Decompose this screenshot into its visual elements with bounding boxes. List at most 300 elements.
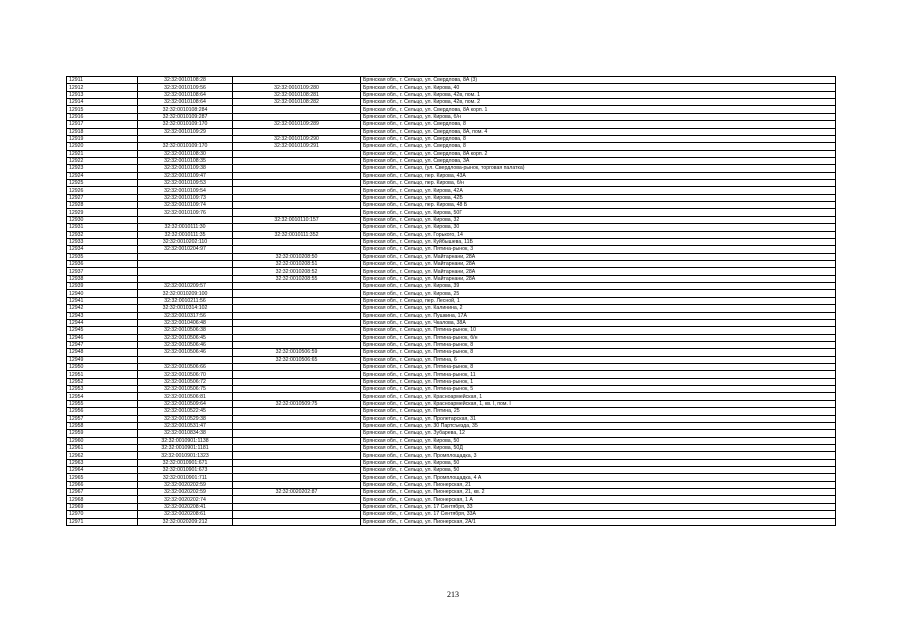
table-row: [67, 238, 836, 245]
object-number-cell: 32:32:0010109:290: [233, 135, 361, 142]
address-cell: Брянская обл., г. Сельцо, ул. Кирова, 50Г: [361, 209, 836, 216]
table-row: [67, 113, 836, 120]
object-number-cell: [233, 77, 361, 84]
row-number-cell: 12911: [67, 77, 138, 84]
cadastral-number-cell: [138, 216, 233, 223]
cadastral-number-cell: 32:32:0010406:48: [138, 319, 233, 326]
row-number-cell: 12966: [67, 481, 138, 488]
table-row: [67, 334, 836, 341]
address-cell: Брянская обл., г. Сельцо, пер. Кирова, 48 Б: [361, 202, 836, 209]
object-number-cell: [233, 378, 361, 385]
row-number-cell: 12921: [67, 150, 138, 157]
object-number-cell: [233, 408, 361, 415]
row-number-cell: 12956: [67, 408, 138, 415]
address-cell: Брянская обл., г. Сельцо, ул. Свердлова, 8: [361, 121, 836, 128]
object-number-cell: 32:32:0010509:75: [233, 400, 361, 407]
table-row: [67, 143, 836, 150]
object-number-cell: [233, 312, 361, 319]
row-number-cell: 12941: [67, 297, 138, 304]
row-number-cell: 12942: [67, 305, 138, 312]
row-number-cell: 12958: [67, 422, 138, 429]
cadastral-number-cell: 32:32:0010204:97: [138, 246, 233, 253]
row-number-cell: 12967: [67, 489, 138, 496]
object-number-cell: 32:32:0010111:352: [233, 231, 361, 238]
object-number-cell: 32:32:0010108:281: [233, 91, 361, 98]
table-row: [67, 518, 836, 525]
cadastral-number-cell: 32:32:0010109:73: [138, 194, 233, 201]
table-row: [67, 489, 836, 496]
address-cell: Брянская обл., г. Сельцо, ул. Пятина-рынок, 10: [361, 327, 836, 334]
table-row: [67, 341, 836, 348]
cadastral-number-cell: 32:32:0010108:64: [138, 91, 233, 98]
cadastral-number-cell: 32:32:0010901:673: [138, 467, 233, 474]
cadastral-number-cell: 32:32:0010506:46: [138, 349, 233, 356]
table-row: [67, 84, 836, 91]
cadastral-number-cell: 32:32:0010834:38: [138, 430, 233, 437]
address-cell: Брянская обл., г. Сельцо, ул. Кирова, 42в, пом. 1: [361, 91, 836, 98]
cadastral-number-cell: 32:32:0020208:41: [138, 503, 233, 510]
cadastral-number-cell: 32:32:0010108:64: [138, 99, 233, 106]
cadastral-number-cell: 32:32:0010506:72: [138, 378, 233, 385]
table-row: [67, 128, 836, 135]
object-number-cell: [233, 194, 361, 201]
object-number-cell: 32:32:0010108:282: [233, 99, 361, 106]
object-number-cell: [233, 113, 361, 120]
table-row: [67, 172, 836, 179]
row-number-cell: 12953: [67, 386, 138, 393]
row-number-cell: 12933: [67, 238, 138, 245]
table-row: [67, 371, 836, 378]
object-number-cell: [233, 150, 361, 157]
row-number-cell: 12930: [67, 216, 138, 223]
table-row: [67, 511, 836, 518]
row-number-cell: 12962: [67, 452, 138, 459]
table-row: [67, 393, 836, 400]
table-row: [67, 415, 836, 422]
object-number-cell: [233, 444, 361, 451]
row-number-cell: 12940: [67, 290, 138, 297]
table-row: [67, 467, 836, 474]
cadastral-number-cell: [138, 260, 233, 267]
object-number-cell: [233, 364, 361, 371]
address-cell: Брянская обл., г. Сельцо, ул. Майтарнани, 28А: [361, 275, 836, 282]
object-number-cell: [233, 496, 361, 503]
table-row: [67, 283, 836, 290]
address-cell: Брянская обл., г. Сельцо, ул. Пионерская, 21: [361, 481, 836, 488]
address-cell: Брянская обл., г. Сельцо, ул. Пятина-рынок, 5: [361, 386, 836, 393]
row-number-cell: 12936: [67, 260, 138, 267]
address-cell: Брянская обл., г. Сельцо, ул. Пятина-рынок, 3: [361, 246, 836, 253]
row-number-cell: 12919: [67, 135, 138, 142]
cadastral-number-cell: 32:32:0010109:170: [138, 121, 233, 128]
cadastral-number-cell: [138, 356, 233, 363]
address-cell: Брянская обл., г. Сельцо, ул. Кирова, 32: [361, 216, 836, 223]
address-cell: Брянская обл., г. Сельцо, ул. Пятина, 25: [361, 408, 836, 415]
object-number-cell: 32:32:0020202:87: [233, 489, 361, 496]
cadastral-number-cell: 32:32:0010901:1138: [138, 437, 233, 444]
cadastral-number-cell: 32:32:0010506:46: [138, 341, 233, 348]
object-number-cell: [233, 319, 361, 326]
table-row: [67, 99, 836, 106]
cadastral-number-cell: 32:32:0010506:81: [138, 393, 233, 400]
address-cell: Брянская обл., г. Сельцо, ул. Свердлова, 8: [361, 143, 836, 150]
address-cell: Брянская обл., г. Сельцо, ул. Свердлова, 8А, пом. 4: [361, 128, 836, 135]
address-cell: Брянская обл., г. Сельцо, ул. Свердлова, 8: [361, 135, 836, 142]
address-cell: Брянская обл., г. Сельцо, ул. Зубарева, 12: [361, 430, 836, 437]
row-number-cell: 12918: [67, 128, 138, 135]
address-cell: Брянская обл., г. Сельцо, ул. Чкалова, 38А: [361, 319, 836, 326]
row-number-cell: 12951: [67, 371, 138, 378]
table-row: [67, 253, 836, 260]
row-number-cell: 12943: [67, 312, 138, 319]
object-number-cell: 32:32:0010110:157: [233, 216, 361, 223]
address-cell: Брянская обл., г. Сельцо, ул. Промплощадка, 3: [361, 452, 836, 459]
address-cell: Брянская обл., г. Сельцо, ул. Свердлова, 8А корп. 1: [361, 106, 836, 113]
row-number-cell: 12971: [67, 518, 138, 525]
object-number-cell: [233, 283, 361, 290]
table-row: [67, 290, 836, 297]
address-cell: Брянская обл., г. Сельцо, пер. Кирова, 43А: [361, 172, 836, 179]
address-cell: Брянская обл., г. Сельцо, ул. Красноармейская, 1: [361, 393, 836, 400]
address-cell: Брянская обл., г. Сельцо, ул. Пятина-рынок, 11: [361, 371, 836, 378]
object-number-cell: [233, 371, 361, 378]
row-number-cell: 12965: [67, 474, 138, 481]
object-number-cell: [233, 393, 361, 400]
object-number-cell: [233, 334, 361, 341]
row-number-cell: 12935: [67, 253, 138, 260]
cadastral-number-cell: 32:32:0010314:102: [138, 305, 233, 312]
address-cell: Брянская обл., г. Сельцо, пер. Кирова, б/н: [361, 180, 836, 187]
table-row: [67, 378, 836, 385]
table-row: [67, 165, 836, 172]
address-cell: Брянская обл., г. Сельцо, ул. Свердлова, 8А корп. 2: [361, 150, 836, 157]
cadastral-number-cell: 32:32:0010109:56: [138, 84, 233, 91]
address-cell: Брянская обл., г. Сельцо, ул. Кирова, б/н: [361, 113, 836, 120]
object-number-cell: 32:32:0010208:55: [233, 275, 361, 282]
object-number-cell: 32:32:0010109:280: [233, 84, 361, 91]
address-cell: Брянская обл., г. Сельцо, пер. Лесной, 1: [361, 297, 836, 304]
table-row: [67, 386, 836, 393]
address-cell: Брянская обл., г. Сельцо, ул. Свердлова, 3А: [361, 157, 836, 164]
cadastral-number-cell: 32:32:0010109:76: [138, 209, 233, 216]
table-row: [67, 224, 836, 231]
object-number-cell: [233, 511, 361, 518]
row-number-cell: 12946: [67, 334, 138, 341]
cadastral-number-cell: 32:32:0010529:38: [138, 415, 233, 422]
row-number-cell: 12949: [67, 356, 138, 363]
address-cell: Брянская обл., г. Сельцо, ул. Пионерская, 1 А: [361, 496, 836, 503]
table-row: [67, 135, 836, 142]
cadastral-number-cell: 32:32:0010111:35: [138, 231, 233, 238]
cadastral-number-cell: 32:32:0010317:56: [138, 312, 233, 319]
table-row: [67, 408, 836, 415]
object-number-cell: [233, 157, 361, 164]
address-cell: Брянская обл., г. Сельцо, ул. Кирова, 42А: [361, 187, 836, 194]
address-cell: Брянская обл., г. Сельцо, ул. Красноармейская, 1, кв. I, пом. I: [361, 400, 836, 407]
cadastral-number-cell: 32:32:0010522:45: [138, 408, 233, 415]
cadastral-number-cell: 32:32:0020202:74: [138, 496, 233, 503]
object-number-cell: [233, 165, 361, 172]
address-cell: Брянская обл., г. Сельцо, ул. Майтарнани, 28А: [361, 268, 836, 275]
row-number-cell: 12969: [67, 503, 138, 510]
table-row: [67, 260, 836, 267]
row-number-cell: 12957: [67, 415, 138, 422]
address-cell: Брянская обл., г. Сельцо, ул. Пятина-рынок, 8: [361, 364, 836, 371]
table-row: [67, 503, 836, 510]
row-number-cell: 12939: [67, 283, 138, 290]
cadastral-number-cell: 32:32:0010209:100: [138, 290, 233, 297]
object-number-cell: [233, 187, 361, 194]
table-row: [67, 297, 836, 304]
row-number-cell: 12937: [67, 268, 138, 275]
cadastral-number-cell: 32:32:0010202:110: [138, 238, 233, 245]
row-number-cell: 12932: [67, 231, 138, 238]
row-number-cell: 12961: [67, 444, 138, 451]
object-number-cell: [233, 238, 361, 245]
object-number-cell: [233, 518, 361, 525]
row-number-cell: 12959: [67, 430, 138, 437]
address-cell: Брянская обл., г. Сельцо, ул. Кирова, 50Д: [361, 444, 836, 451]
table-row: [67, 327, 836, 334]
row-number-cell: 12968: [67, 496, 138, 503]
address-cell: Брянская обл., г. Сельцо, ул. 17 Сентября, 33А: [361, 511, 836, 518]
table-row: [67, 202, 836, 209]
table-row: [67, 400, 836, 407]
object-number-cell: [233, 106, 361, 113]
object-number-cell: [233, 297, 361, 304]
row-number-cell: 12934: [67, 246, 138, 253]
table-row: [67, 246, 836, 253]
address-cell: Брянская обл., г. Сельцо, ул. Кирова, 50: [361, 459, 836, 466]
address-cell: Брянская обл., г. Сельцо, ул. Пятина-рынок, 1: [361, 378, 836, 385]
object-number-cell: [233, 327, 361, 334]
cadastral-number-cell: 32:32:0020202:59: [138, 489, 233, 496]
table-row: [67, 209, 836, 216]
row-number-cell: 12927: [67, 194, 138, 201]
cadastral-number-cell: 32:32:0010531:47: [138, 422, 233, 429]
object-number-cell: [233, 481, 361, 488]
row-number-cell: 12960: [67, 437, 138, 444]
table-row: [67, 194, 836, 201]
address-cell: Брянская обл., г. Сельцо, ул. Калинина, 2: [361, 305, 836, 312]
row-number-cell: 12947: [67, 341, 138, 348]
cadastral-number-cell: 32:32:0010506:75: [138, 386, 233, 393]
registry-table-body: [67, 77, 836, 526]
object-number-cell: [233, 224, 361, 231]
address-cell: Брянская обл., г. Сельцо, ул. Горького, 14: [361, 231, 836, 238]
cadastral-number-cell: 32:32:0010901:711: [138, 474, 233, 481]
object-number-cell: 32:32:0010506:65: [233, 356, 361, 363]
row-number-cell: 12923: [67, 165, 138, 172]
row-number-cell: 12920: [67, 143, 138, 150]
table-row: [67, 77, 836, 84]
cadastral-number-cell: 32:32:0010901:1323: [138, 452, 233, 459]
cadastral-number-cell: 32:32:0010109:74: [138, 202, 233, 209]
object-number-cell: 32:32:0010208:50: [233, 253, 361, 260]
cadastral-number-cell: 32:32:0020209:212: [138, 518, 233, 525]
row-number-cell: 12955: [67, 400, 138, 407]
object-number-cell: 32:32:0010208:51: [233, 260, 361, 267]
cadastral-number-cell: 32:32:0010109:170: [138, 143, 233, 150]
row-number-cell: 12938: [67, 275, 138, 282]
table-row: [67, 231, 836, 238]
table-row: [67, 422, 836, 429]
table-row: [67, 474, 836, 481]
row-number-cell: 12970: [67, 511, 138, 518]
cadastral-number-cell: 32:32:0010109:47: [138, 172, 233, 179]
page-number: 213: [447, 590, 459, 599]
object-number-cell: [233, 386, 361, 393]
row-number-cell: 12963: [67, 459, 138, 466]
row-number-cell: 12913: [67, 91, 138, 98]
cadastral-number-cell: 32:32:0010901:671: [138, 459, 233, 466]
cadastral-number-cell: [138, 275, 233, 282]
table-row: [67, 459, 836, 466]
address-cell: Брянская обл., г. Сельцо, ул. Кирова, 30: [361, 224, 836, 231]
object-number-cell: 32:32:0010109:291: [233, 143, 361, 150]
table-row: [67, 364, 836, 371]
object-number-cell: [233, 437, 361, 444]
table-row: [67, 319, 836, 326]
address-cell: Брянская обл., г. Сельцо, ул. Пионерская, 2А/1: [361, 518, 836, 525]
address-cell: Брянская обл., г. Сельцо, ул. Пятина-рынок, 8: [361, 341, 836, 348]
cadastral-number-cell: 32:32:0010901:1181: [138, 444, 233, 451]
table-row: [67, 430, 836, 437]
table-row: [67, 275, 836, 282]
address-cell: Брянская обл., г. Сельцо, ул. Куйбышева, 11Б: [361, 238, 836, 245]
cadastral-number-cell: 32:32:0010108:284: [138, 106, 233, 113]
registry-table: [66, 76, 836, 526]
row-number-cell: 12948: [67, 349, 138, 356]
row-number-cell: 12925: [67, 180, 138, 187]
cadastral-number-cell: 32:32:0010109:53: [138, 180, 233, 187]
table-row: [67, 187, 836, 194]
object-number-cell: [233, 422, 361, 429]
cadastral-number-cell: 32:32:0010109:287: [138, 113, 233, 120]
object-number-cell: [233, 503, 361, 510]
object-number-cell: [233, 452, 361, 459]
object-number-cell: [233, 430, 361, 437]
object-number-cell: [233, 128, 361, 135]
table-row: [67, 452, 836, 459]
address-cell: Брянская обл., г. Сельцо, (ул. Свердлова-рынок, торговая палатка): [361, 165, 836, 172]
row-number-cell: 12954: [67, 393, 138, 400]
row-number-cell: 12914: [67, 99, 138, 106]
row-number-cell: 12926: [67, 187, 138, 194]
address-cell: Брянская обл., г. Сельцо, ул. Майтарнани, 28А: [361, 253, 836, 260]
row-number-cell: 12915: [67, 106, 138, 113]
cadastral-number-cell: 32:32:0010111:30: [138, 224, 233, 231]
object-number-cell: 32:32:0010109:289: [233, 121, 361, 128]
row-number-cell: 12929: [67, 209, 138, 216]
table-row: [67, 312, 836, 319]
cadastral-number-cell: 32:32:0010506:70: [138, 371, 233, 378]
row-number-cell: 12917: [67, 121, 138, 128]
table-row: [67, 268, 836, 275]
table-row: [67, 496, 836, 503]
address-cell: Брянская обл., г. Сельцо, ул. Кирова, 40: [361, 84, 836, 91]
table-row: [67, 150, 836, 157]
cadastral-number-cell: 32:32:0010211:56: [138, 297, 233, 304]
object-number-cell: [233, 290, 361, 297]
address-cell: Брянская обл., г. Сельцо, ул. 30 Партсъезда, 35: [361, 422, 836, 429]
address-cell: Брянская обл., г. Сельцо, ул. Пятина-рынок, б/н: [361, 334, 836, 341]
cadastral-number-cell: 32:32:0010506:45: [138, 334, 233, 341]
table-row: [67, 356, 836, 363]
row-number-cell: 12916: [67, 113, 138, 120]
table-row: [67, 91, 836, 98]
table-row: [67, 157, 836, 164]
cadastral-number-cell: 32:32:0010109:38: [138, 165, 233, 172]
table-row: [67, 216, 836, 223]
cadastral-number-cell: 32:32:0010109:54: [138, 187, 233, 194]
address-cell: Брянская обл., г. Сельцо, ул. Пионерская, 21, кв. 2: [361, 489, 836, 496]
object-number-cell: [233, 474, 361, 481]
cadastral-number-cell: 32:32:0010509:64: [138, 400, 233, 407]
row-number-cell: 12945: [67, 327, 138, 334]
object-number-cell: [233, 246, 361, 253]
cadastral-number-cell: 32:32:0020208:61: [138, 511, 233, 518]
table-row: [67, 121, 836, 128]
object-number-cell: [233, 341, 361, 348]
table-row: [67, 349, 836, 356]
cadastral-number-cell: 32:32:0010108:30: [138, 150, 233, 157]
object-number-cell: [233, 467, 361, 474]
table-row: [67, 106, 836, 113]
table-row: [67, 437, 836, 444]
address-cell: Брянская обл., г. Сельцо, ул. Кирова, 42Б: [361, 194, 836, 201]
cadastral-number-cell: 32:32:0010108:28: [138, 77, 233, 84]
table-row: [67, 305, 836, 312]
object-number-cell: 32:32:0010506:59: [233, 349, 361, 356]
object-number-cell: 32:32:0010208:52: [233, 268, 361, 275]
cadastral-number-cell: 32:32:0010506:38: [138, 327, 233, 334]
table-row: [67, 481, 836, 488]
address-cell: Брянская обл., г. Сельцо, ул. Пушкина, 17А: [361, 312, 836, 319]
row-number-cell: 12964: [67, 467, 138, 474]
address-cell: Брянская обл., г. Сельцо, ул. Кирова, 50: [361, 437, 836, 444]
row-number-cell: 12912: [67, 84, 138, 91]
row-number-cell: 12950: [67, 364, 138, 371]
address-cell: Брянская обл., г. Сельцо, ул. Кирова, 39: [361, 283, 836, 290]
row-number-cell: 12922: [67, 157, 138, 164]
address-cell: Брянская обл., г. Сельцо, ул. Кирова, 50: [361, 467, 836, 474]
cadastral-number-cell: 32:32:0010506:66: [138, 364, 233, 371]
object-number-cell: [233, 172, 361, 179]
cadastral-number-cell: [138, 135, 233, 142]
object-number-cell: [233, 305, 361, 312]
row-number-cell: 12931: [67, 224, 138, 231]
address-cell: Брянская обл., г. Сельцо, ул. Пятина-рынок, 8: [361, 349, 836, 356]
table-row: [67, 180, 836, 187]
address-cell: Брянская обл., г. Сельцо, ул. 17 Сентября, 33: [361, 503, 836, 510]
cadastral-number-cell: 32:32:0010108:35: [138, 157, 233, 164]
row-number-cell: 12924: [67, 172, 138, 179]
object-number-cell: [233, 459, 361, 466]
object-number-cell: [233, 209, 361, 216]
row-number-cell: 12952: [67, 378, 138, 385]
address-cell: Брянская обл., г. Сельцо, ул. Пролетарская, 31: [361, 415, 836, 422]
object-number-cell: [233, 415, 361, 422]
cadastral-number-cell: [138, 253, 233, 260]
cadastral-number-cell: 32:32:0020202:59: [138, 481, 233, 488]
address-cell: Брянская обл., г. Сельцо, ул. Кирова, 42в, пом. 2: [361, 99, 836, 106]
row-number-cell: 12944: [67, 319, 138, 326]
row-number-cell: 12928: [67, 202, 138, 209]
address-cell: Брянская обл., г. Сельцо, ул. Майтарнани, 28А: [361, 260, 836, 267]
cadastral-number-cell: 32:32:0010109:29: [138, 128, 233, 135]
address-cell: Брянская обл., г. Сельцо, ул. Пятина, 6: [361, 356, 836, 363]
